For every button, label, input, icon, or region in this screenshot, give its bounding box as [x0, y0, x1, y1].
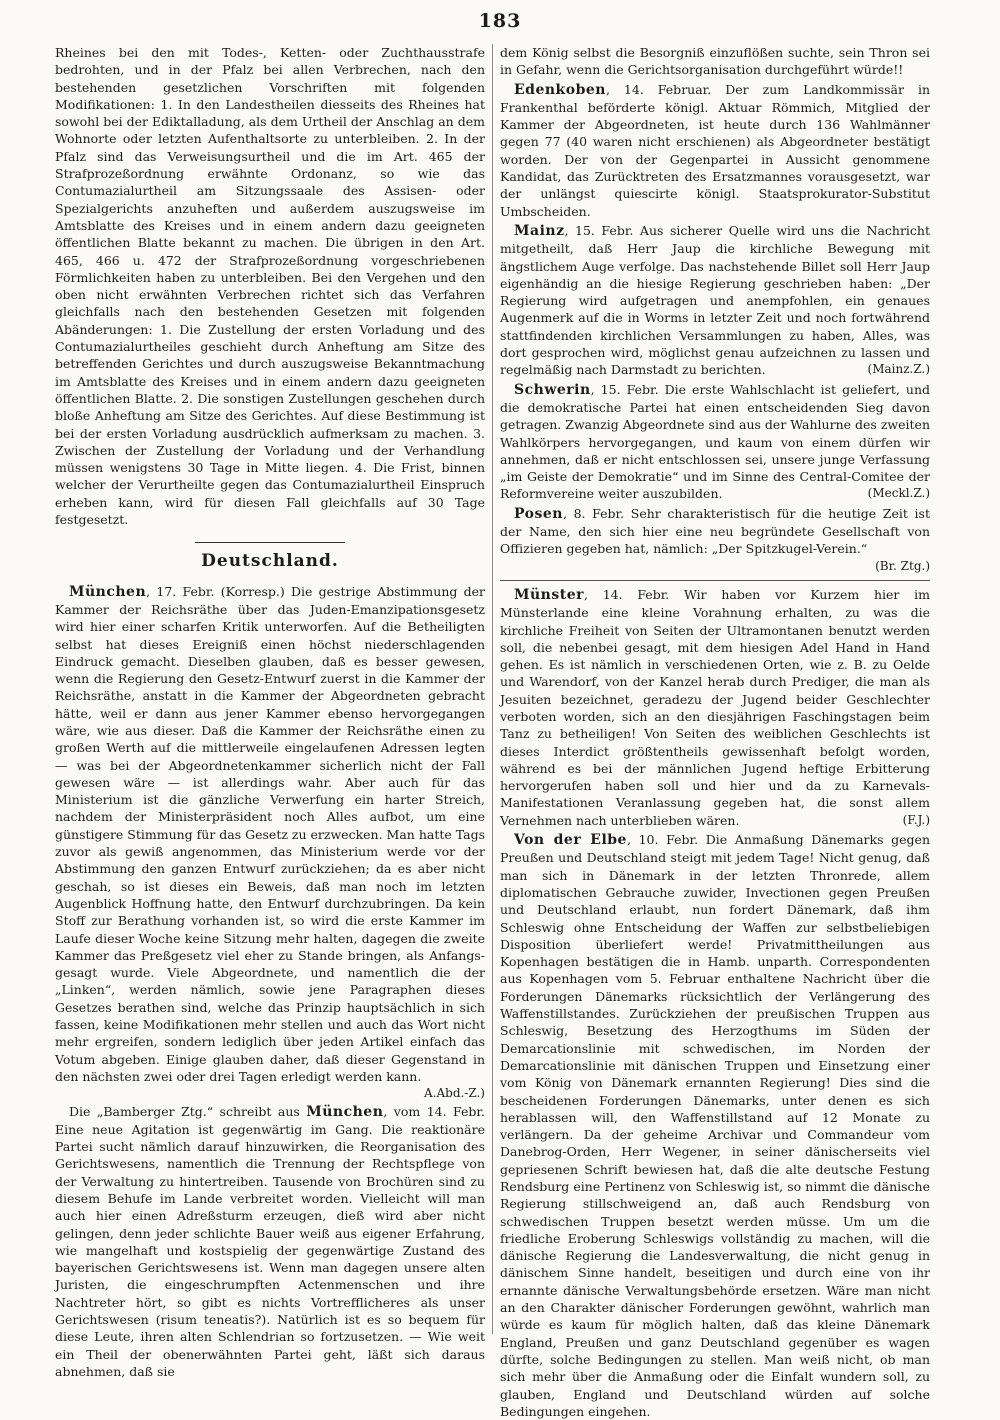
article-muenchen-source: A.Abd.-Z.)	[423, 1086, 485, 1101]
article-edenkoben-text: , 14. Februar. Der zum Landkommissär in Frankenthal beförderte königl. Aktuar Römmich, Mitglied der Kammer der Abgeordneten, ist heute durch 136 Wahlmänner gegen 77 (40 waren nicht erschienen) als Abgeordneter bestätigt worden. Der von der Gegenpartei in Aussicht genommene Kandidat, das Zurücktreten des Ersatzmannes vorausgesetzt, war der unlängst quiescirte königl. Staatsprokurator-Substitut Umbscheiden.	[500, 81, 930, 219]
article-muenster	[500, 586, 930, 831]
article-posen-source: (Br. Ztg.)	[875, 558, 930, 573]
article-muenchen-body	[55, 583, 485, 1101]
article-muenchen	[55, 583, 485, 1103]
article-elbe-text: , 10. Febr. Die Anmaßung Dänemarks gegen Preußen und Deutschland steigt mit jedem Tage! Nicht genug, daß man sich in Dänemark in der letzten Thronrede, allem diplomatischen Gebrauche zuwider, Invectionen gegen Preußen und Deutschland erlaubt, nun fordert Dänemark, daß ihm Schleswig ohne Entscheidung der Waffen zur selbstbeliebigen Disposition überliefert werde! Privatmittheilungen aus Kopenhagen bestätigen die in Hamb. unparth. Correspondenten aus Kopenhagen vom 5. Februar enthaltene Nachricht über die Forderungen Dänemarks rücksichtlich der Verlängerung des Waffenstillstandes. Zurückziehen der preußischen Truppen aus Schleswig, Besetzung des Herzogthums im Süden der Demarcationslinie mit schwedischen, im Norden der Demarcationslinie mit dänischen Truppen und Einsetzung einer vom König von Dänemark ernannten Regierung! Dies sind die bescheidenen Forderungen Dänemarks, unter denen es sich herablassen will, den Waffenstillstand auf 12 Monate zu verlängern. Da der geheime Archivar und Commandeur vom Danebrog-Orden, Herr Wegener, in seiner dänischerseits viel gepriesenen Schrift bewiesen hat, daß die alte deutsche Festung Rendsburg eine Pertinenz von Schleswig ist, so nimmt die dänische Regierung stillschweigend an, daß auch Rendsburg von schwedischen Truppen besetzt werden müsse. Um um die friedliche Eroberung Schleswigs vollständig zu machen, will die dänische Regierung die Landesverwaltung, die nicht genug in dänischem Sinne handelt, beseitigen und durch eine von ihr ernannte dänische Verwaltungsbehörde ersetzen. Wäre man nicht an den Charakter dänischer Forderungen gewöhnt, wahrlich man würde es kaum für möglich halten, daß das kleine Dänemark England, Preußen und ganz Deutschland gegenüber es wagen dürfte, solche Bedingungen zu stellen. Man weiß nicht, ob man sich mehr über die Anmaßung oder die Einfalt wundern soll, zu glauben, England und Deutschland würden auf solche Bedingungen eingehen.	[500, 832, 930, 1419]
column-divider	[492, 44, 493, 1334]
article-posen-body	[500, 505, 930, 573]
left-column	[55, 44, 485, 1379]
article-mainz	[500, 222, 930, 381]
article-muenchen-place: München	[69, 583, 147, 600]
article-schwerin-body	[500, 381, 930, 503]
article-posen-text: , 8. Febr. Sehr charakteristisch für die heutige Zeit ist der Name, den sich hier eine neu begründete Gesellschaft von Offizieren gegeben hat, nämlich: „Der Spitzkugel-Verein.“	[500, 505, 930, 557]
intro-article: Rheines bei den mit Todes-, Ketten- oder Zuchthausstrafe bedrohten, und in der Pfalz bei allen Verbrechen, nach den bestehenden gesetzlichen Vorschriften mit folgenden Modifikationen: 1. In den Landestheilen diesseits des Rheines hat sowohl bei der Ediktalladung, als dem Urtheil der Anschlag an dem Wohnorte oder letzten Aufenthaltsorte zu unterbleiben. 2. In der Pfalz sind das Verweisungsurtheil und die im Art. 465 der Strafprozeßordnung erwähnte Ordonanz, so wie das Contumazialurtheil am Sitzungssaale des Assisen- oder Spezialgerichts anzuheften und außerdem auszugsweise im Amtsblatte des Kreises und in einem andern dazu geeigneten öffentlichen Blatte bekannt zu machen. Die übrigen in den Art. 465, 466 u. 472 der Strafprozeßordnung vorgeschriebenen Förmlichkeiten haben zu unterbleiben. Bei den Vergehen und den oben nicht erwähnten Verbrechen richtet sich das Verfahren gleichfalls nach den bestehenden Gesetzen mit folgenden Abänderungen: 1. Die Zustellung der ersten Vorladung und des Contumazialurtheiles geschieht durch Anheftung am Sitze des betreffenden Gerichtes und durch auszugsweise Bekanntmachung im Amtsblatte des Kreises und in einem andern dazu geeigneten öffentlichen Blatte. 2. Die sonstigen Zustellungen geschehen durch bloße Anheftung am Sitze des Gerichtes. Auf diese Bestimmung ist bei der ersten Vorladung ausdrücklich aufmerksam zu machen. 3. Zwischen der Zustellung der Vorladung und der Verhandlung müssen wenigstens 30 Tage in Mitte liegen. 4. Die Frist, binnen welcher der Verurtheilte gegen das Contumazialurtheil Einspruch erheben kann, wird für diesen Fall gleichfalls auf 30 Tage festgesetzt.	[55, 45, 485, 528]
section-title: Deutschland.	[201, 551, 339, 572]
article-mainz-body	[500, 222, 930, 379]
article-muenster-body	[500, 586, 930, 829]
article-bamberger-text: , vom 14. Febr. Eine neue Agitation ist gegenwärtig im Gang. Die reaktionäre Partei sucht nämlich darauf hinzuwirken, die Reorganisation des Gerichtswesens, namentlich die Trennung der Rechtspflege von der Verwaltung zu hintertreiben. Tausende von Brochüren sind zu diesem Behufe im Lande verbreitet worden. Vielleicht will man auch hier einen Adreßsturm erzeugen, dieß wird aber nicht gelingen, denn jeder schlichte Bauer weiß aus eigener Erfahrung, wie mangelhaft und kostspielig der gegenwärtige Zustand des bayerischen Gerichtswesens ist. Wenn man dagegen unsere alten Juristen, die eingeschrumpften Actenmenschen und ihre Nachtreter hört, so gibt es nichts Vortrefflicheres als unser Gerichtswesen (risum teneatis?). Natürlich ist es so bequem für diese Leute, ihren alten Schlendrian so fortzusetzen. — Wie weit ein Theil der obenerwähnten Partei geht, läßt sich daraus abnehmen, daß sie	[55, 1103, 485, 1379]
article-schwerin	[500, 381, 930, 505]
article-bamberger-body	[55, 1103, 485, 1381]
article-mainz-source: (Mainz.Z.)	[867, 362, 930, 377]
article-muenchen-text: , 17. Febr. (Korresp.) Die gestrige Abstimmung der Kammer der Reichsräthe über das Juden-Emanzipationsgesetz wird hier einer scharfen Kritik unterworfen. Auf die Betheiligten selbst hat dieses Ereigniß einen höchst niederschlagenden Eindruck gemacht. Dieselben glauben, daß es besser gewesen, wenn die Regierung den Gesetz-Entwurf zuerst in die Kammer der Reichsräthe, anstatt in die Kammer der Abgeordneten gebracht hätte, weil er dann aus jener Kammer ebenso hervorgegangen wäre, wie aus dieser. Daß die Kammer der Reichsräthe einen zu großen Werth auf die mittlerweile eingelaufenen Adressen legten — was bei der Abgeordnetenkammer sicherlich nicht der Fall gewesen wäre — ist allerdings wahr. Aber auch für das Ministerium ist die gänzliche Verwerfung ein harter Streich, nachdem der Ministerpräsident noch Alles aufbot, um eine günstigere Stimmung für das Gesetz zu erzwecken. Man hatte Tags zuvor als gewiß angenommen, das Ministerium werde vor der Abstimmung den ganzen Entwurf zurückziehen; da es aber nicht geschah, so ist dieses ein Beweis, daß man noch im letzten Augenblick Hoffnung hatte, den Entwurf durchzubringen. Da kein Stoff zur Berathung vorhanden ist, so wird die erste Kammer im Laufe dieser Woche keine Sitzung mehr halten, dagegen die zweite Kammer das Preßgesetz viel eher zu Stande bringen, als Anfangs-gesagt wurde. Viele Abgeordnete, und namentlich die der „Linken“, werden nämlich, sowie jene Paragraphen dieses Gesetzes berathen sind, welche das Prinzip hauptsächlich in sich fassen, keine Modifikationen mehr stellen und auch das Wort nicht mehr ergreifen, sondern lediglich über jeden Artikel einfach das Votum abgeben. Einige glauben daher, daß dieser Gegenstand in den nächsten zwei oder drei Tagen erledigt werden kann.	[55, 583, 485, 1084]
article-muenster-place: Münster	[514, 586, 584, 603]
article-edenkoben-place: Edenkoben	[514, 81, 606, 98]
article-muenster-text: , 14. Febr. Wir haben vor Kurzem hier im Münsterlande eine kleine Vorahnung erhalten, zu was die kirchliche Freiheit von Seiten der Ultramontanen benutzt werden soll, die nebenbei gesagt, mit dem hiesigen Adel Hand in Hand gehen. Es ist nämlich in verschiedenen Orten, wie z. B. zu Oelde und Warendorf, von der Kanzel herab durch Prediger, die man als Jesuiten bezeichnet, geradezu der Jugend beider Geschlechter verboten worden, sich an den diesjährigen Faschingstagen beim Tanz zu betheiligen! Von Seiten des weiblichen Geschlechts ist dieses Interdict größtentheils gewissenhaft befolgt worden, während es bei der männlichen Jugend heftige Erbitterung hervorgerufen haben soll und hier und da zu Karnevals-Manifestationen Veranlassung gegeben hat, die sonst allem Vernehmen nach unterblieben wären.	[500, 586, 930, 828]
continuation-text: dem König selbst die Besorgniß einzuflößen suchte, sein Thron sei in Gefahr, wenn die Gerichtsorganisation durchgeführt würde!!	[500, 45, 930, 78]
article-bamberger-prefix: Die „Bamberger Ztg.“ schreibt aus	[69, 1103, 307, 1119]
article-edenkoben	[500, 81, 930, 220]
article-posen-place: Posen	[514, 505, 563, 522]
article-mainz-text: , 15. Febr. Aus sicherer Quelle wird uns die Nachricht mitgetheilt, daß Herr Jaup die kirchliche Bewegung mit ängstlichem Auge verfolge. Das nachstehende Billet soll Herr Jaup eigenhändig an die hiesige Regierung geschrieben haben: „Der Regierung wird aufgetragen und anempfohlen, ein genaues Augenmerk auf die in Worms in letzter Zeit und noch fortwährend stattfindenden kirchlichen Versammlungen zu haben, Alles, was dort gesprochen wird, möglichst genau aufzeichnen zu lassen und regelmäßig nach Darmstadt zu berichten.	[500, 222, 930, 378]
article-schwerin-text: , 15. Febr. Die erste Wahlschlacht ist geliefert, und die demokratische Partei hat einen entscheidenden Sieg davon getragen. Zwanzig Abgeordnete sind aus der Wahlurne des zweiten Wahlkörpers hervorgegangen, und kaum von einem dürfen wir annehmen, daß er nicht entschlossen sei, unsere junge Verfassung „im Geiste der Demokratie“ und im Sinne des Central-Comitee der Reformvereine weiter auszubilden.	[500, 381, 930, 502]
article-elbe	[500, 831, 930, 1420]
article-muenster-source: (F.J.)	[902, 812, 930, 827]
article-mainz-place: Mainz	[514, 222, 565, 239]
article-bamberger-place: München	[306, 1103, 384, 1120]
article-schwerin-place: Schwerin	[514, 381, 591, 398]
article-schwerin-source: (Meckl.Z.)	[867, 486, 930, 501]
article-separator	[500, 580, 930, 581]
article-posen	[500, 505, 930, 575]
article-elbe-place: Von der Elbe	[514, 832, 627, 849]
article-bamberger	[55, 1103, 485, 1381]
right-column	[500, 44, 930, 1419]
page-number: 183	[478, 10, 522, 32]
section-rule	[195, 542, 345, 543]
